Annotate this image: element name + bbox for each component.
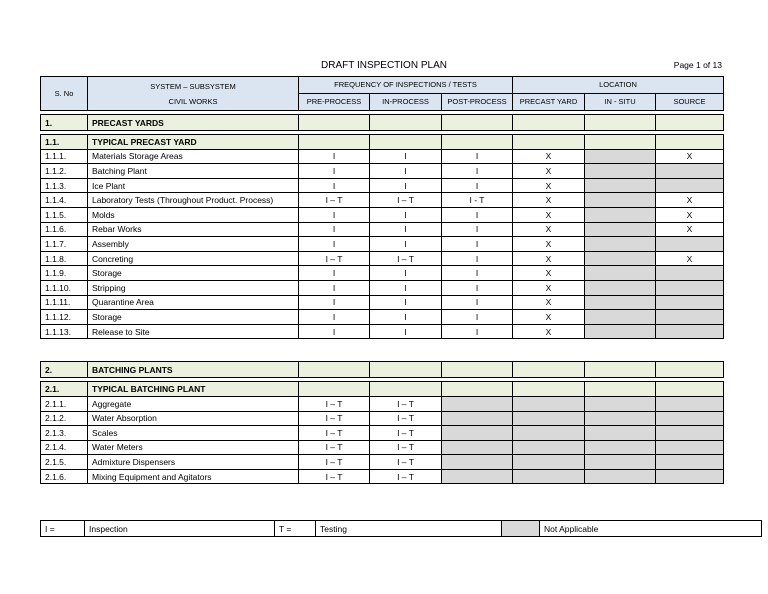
location-header: LOCATION xyxy=(513,77,724,94)
table-row xyxy=(41,396,724,411)
subsection-row-title: TYPICAL PRECAST YARD xyxy=(88,135,299,150)
cell-insitu xyxy=(585,222,656,237)
cell-pre: I – T xyxy=(299,193,370,208)
civil-works-label: CIVIL WORKS xyxy=(168,96,218,106)
table-row xyxy=(41,251,724,266)
table-row xyxy=(41,455,724,470)
cell-yard xyxy=(513,455,585,470)
cell-source xyxy=(656,324,724,339)
section-row-cell xyxy=(513,115,585,131)
cell-yard: X xyxy=(513,237,585,252)
cell-yard: X xyxy=(513,280,585,295)
system-header-label: SYSTEM – SUBSYSTEM xyxy=(150,81,236,91)
cell-source: X xyxy=(656,207,724,222)
table-row xyxy=(41,222,724,237)
cell-source: X xyxy=(656,149,724,164)
row-number: 1.1.9. xyxy=(41,266,88,281)
subsection-row-cell xyxy=(656,382,724,397)
cell-post xyxy=(442,469,513,484)
cell-yard xyxy=(513,440,585,455)
row-number: 2.1.2. xyxy=(41,411,88,426)
row-name: Batching Plant xyxy=(88,164,299,179)
section-row-cell xyxy=(513,362,585,378)
table-row xyxy=(41,426,724,441)
cell-post: I - T xyxy=(442,193,513,208)
legend xyxy=(40,520,762,537)
frequency-header: FREQUENCY OF INSPECTIONS / TESTS xyxy=(299,77,513,94)
row-name: Stripping xyxy=(88,280,299,295)
subsection-row-cell xyxy=(442,135,513,150)
cell-post: I xyxy=(442,178,513,193)
subsection-row xyxy=(41,135,724,150)
cell-in: I – T xyxy=(370,469,442,484)
cell-insitu xyxy=(585,251,656,266)
document-title: DRAFT INSPECTION PLAN xyxy=(321,60,447,71)
row-name: Quarantine Area xyxy=(88,295,299,310)
cell-in: I – T xyxy=(370,193,442,208)
cell-source: X xyxy=(656,193,724,208)
row-number: 2.1.4. xyxy=(41,440,88,455)
cell-post: I xyxy=(442,222,513,237)
subsection-row-cell xyxy=(656,135,724,150)
cell-in: I xyxy=(370,237,442,252)
cell-in: I – T xyxy=(370,440,442,455)
cell-pre: I – T xyxy=(299,440,370,455)
sno-header: S. No xyxy=(41,77,88,111)
row-number: 1.1.3. xyxy=(41,178,88,193)
table-row xyxy=(41,280,724,295)
legend-t-key: T = xyxy=(275,521,316,537)
cell-in: I – T xyxy=(370,426,442,441)
cell-post xyxy=(442,440,513,455)
cell-yard xyxy=(513,469,585,484)
row-number: 2.1.3. xyxy=(41,426,88,441)
subsection-row-cell xyxy=(585,382,656,397)
row-number: 2.1.6. xyxy=(41,469,88,484)
cell-pre: I xyxy=(299,237,370,252)
subsection-row-cell xyxy=(299,135,370,150)
cell-insitu xyxy=(585,469,656,484)
section-row-number: 1. xyxy=(41,115,88,131)
row-number: 1.1.11. xyxy=(41,295,88,310)
table-row xyxy=(41,178,724,193)
cell-pre: I xyxy=(299,280,370,295)
row-name: Admixture Dispensers xyxy=(88,455,299,470)
row-name: Scales xyxy=(88,426,299,441)
cell-in: I xyxy=(370,164,442,179)
page-indicator: Page 1 of 13 xyxy=(673,60,722,70)
cell-source xyxy=(656,266,724,281)
cell-post: I xyxy=(442,280,513,295)
section-row-title: PRECAST YARDS xyxy=(88,115,299,131)
section-row-number: 2. xyxy=(41,362,88,378)
cell-source xyxy=(656,411,724,426)
pre-process-header: PRE-PROCESS xyxy=(299,94,370,111)
cell-in: I xyxy=(370,266,442,281)
cell-source xyxy=(656,426,724,441)
cell-pre: I xyxy=(299,207,370,222)
cell-post: I xyxy=(442,266,513,281)
cell-in: I – T xyxy=(370,251,442,266)
cell-source xyxy=(656,295,724,310)
cell-in: I – T xyxy=(370,411,442,426)
table-row xyxy=(41,469,724,484)
section-row-cell xyxy=(299,115,370,131)
section-row-title: BATCHING PLANTS xyxy=(88,362,299,378)
cell-pre: I xyxy=(299,222,370,237)
cell-post: I xyxy=(442,164,513,179)
table-row xyxy=(41,164,724,179)
section-row xyxy=(41,362,724,378)
cell-insitu xyxy=(585,193,656,208)
cell-in: I xyxy=(370,178,442,193)
row-number: 2.1.1. xyxy=(41,396,88,411)
cell-pre: I – T xyxy=(299,426,370,441)
cell-yard: X xyxy=(513,207,585,222)
inspection-plan-table xyxy=(40,76,724,484)
row-number: 2.1.5. xyxy=(41,455,88,470)
cell-insitu xyxy=(585,207,656,222)
table-row xyxy=(41,310,724,325)
cell-yard xyxy=(513,426,585,441)
row-number: 1.1.6. xyxy=(41,222,88,237)
cell-yard xyxy=(513,396,585,411)
cell-pre: I xyxy=(299,324,370,339)
cell-yard: X xyxy=(513,149,585,164)
cell-source xyxy=(656,237,724,252)
section-row-cell xyxy=(442,362,513,378)
cell-pre: I xyxy=(299,295,370,310)
legend-i-value: Inspection xyxy=(85,521,275,537)
precast-yard-header: PRECAST YARD xyxy=(513,94,585,111)
subsection-row-cell xyxy=(513,382,585,397)
section-row-cell xyxy=(656,115,724,131)
row-name: Assembly xyxy=(88,237,299,252)
row-name: Materials Storage Areas xyxy=(88,149,299,164)
row-name: Storage xyxy=(88,310,299,325)
cell-in: I xyxy=(370,295,442,310)
table-row xyxy=(41,266,724,281)
legend-t-value: Testing xyxy=(316,521,502,537)
cell-yard: X xyxy=(513,164,585,179)
row-number: 1.1.7. xyxy=(41,237,88,252)
cell-yard: X xyxy=(513,324,585,339)
section-row-cell xyxy=(585,115,656,131)
cell-in: I xyxy=(370,280,442,295)
cell-source xyxy=(656,280,724,295)
in-process-header: IN-PROCESS xyxy=(370,94,442,111)
subsection-row-cell xyxy=(513,135,585,150)
cell-pre: I xyxy=(299,266,370,281)
subsection-row-title: TYPICAL BATCHING PLANT xyxy=(88,382,299,397)
cell-post: I xyxy=(442,324,513,339)
cell-insitu xyxy=(585,455,656,470)
cell-insitu xyxy=(585,164,656,179)
cell-yard xyxy=(513,411,585,426)
cell-insitu xyxy=(585,426,656,441)
cell-post: I xyxy=(442,310,513,325)
cell-in: I xyxy=(370,207,442,222)
table-row xyxy=(41,207,724,222)
cell-insitu xyxy=(585,440,656,455)
cell-in: I xyxy=(370,149,442,164)
cell-yard: X xyxy=(513,251,585,266)
cell-pre: I xyxy=(299,310,370,325)
row-name: Water Absorption xyxy=(88,411,299,426)
system-header xyxy=(88,77,299,111)
subsection-row-number: 1.1. xyxy=(41,135,88,150)
cell-yard: X xyxy=(513,178,585,193)
row-number: 1.1.12. xyxy=(41,310,88,325)
table-row xyxy=(41,324,724,339)
source-header: SOURCE xyxy=(656,94,724,111)
cell-post: I xyxy=(442,237,513,252)
table-row xyxy=(41,440,724,455)
cell-yard: X xyxy=(513,295,585,310)
cell-pre: I – T xyxy=(299,455,370,470)
cell-yard: X xyxy=(513,193,585,208)
row-number: 1.1.5. xyxy=(41,207,88,222)
table-row xyxy=(41,193,724,208)
row-number: 1.1.1. xyxy=(41,149,88,164)
cell-source xyxy=(656,455,724,470)
cell-in: I xyxy=(370,310,442,325)
section-row xyxy=(41,115,724,131)
cell-source: X xyxy=(656,222,724,237)
cell-source xyxy=(656,178,724,193)
row-number: 1.1.10. xyxy=(41,280,88,295)
cell-post: I xyxy=(442,149,513,164)
cell-post xyxy=(442,411,513,426)
section-row-cell xyxy=(370,362,442,378)
row-name: Rebar Works xyxy=(88,222,299,237)
legend-na-value: Not Applicable xyxy=(540,521,762,537)
section-row-cell xyxy=(585,362,656,378)
row-name: Storage xyxy=(88,266,299,281)
cell-pre: I xyxy=(299,164,370,179)
row-name: Mixing Equipment and Agitators xyxy=(88,469,299,484)
row-name: Ice Plant xyxy=(88,178,299,193)
table-row xyxy=(41,295,724,310)
cell-source xyxy=(656,396,724,411)
cell-post xyxy=(442,396,513,411)
cell-source xyxy=(656,440,724,455)
subsection-row-cell xyxy=(299,382,370,397)
cell-source: X xyxy=(656,251,724,266)
subsection-row-cell xyxy=(442,382,513,397)
cell-in: I – T xyxy=(370,396,442,411)
legend-na-swatch xyxy=(502,521,540,537)
cell-insitu xyxy=(585,280,656,295)
cell-insitu xyxy=(585,411,656,426)
cell-insitu xyxy=(585,295,656,310)
cell-insitu xyxy=(585,310,656,325)
row-number: 1.1.4. xyxy=(41,193,88,208)
cell-pre: I xyxy=(299,178,370,193)
row-name: Water Meters xyxy=(88,440,299,455)
cell-post: I xyxy=(442,207,513,222)
cell-source xyxy=(656,469,724,484)
row-name: Concreting xyxy=(88,251,299,266)
cell-post: I xyxy=(442,295,513,310)
cell-source xyxy=(656,164,724,179)
cell-pre: I – T xyxy=(299,411,370,426)
in-situ-header: IN - SITU xyxy=(585,94,656,111)
subsection-row xyxy=(41,382,724,397)
section-row-cell xyxy=(370,115,442,131)
row-number: 1.1.13. xyxy=(41,324,88,339)
row-name: Laboratory Tests (Throughout Product. Process) xyxy=(88,193,299,208)
subsection-row-cell xyxy=(370,382,442,397)
cell-yard: X xyxy=(513,310,585,325)
cell-post xyxy=(442,455,513,470)
section-row-cell xyxy=(656,362,724,378)
cell-insitu xyxy=(585,237,656,252)
subsection-row-number: 2.1. xyxy=(41,382,88,397)
cell-insitu xyxy=(585,396,656,411)
section-row-cell xyxy=(299,362,370,378)
cell-pre: I – T xyxy=(299,396,370,411)
cell-yard: X xyxy=(513,266,585,281)
section-row-cell xyxy=(442,115,513,131)
cell-post: I xyxy=(442,251,513,266)
subsection-row-cell xyxy=(585,135,656,150)
cell-pre: I – T xyxy=(299,251,370,266)
cell-in: I – T xyxy=(370,455,442,470)
table-row xyxy=(41,411,724,426)
spacer xyxy=(41,339,724,362)
cell-yard: X xyxy=(513,222,585,237)
cell-in: I xyxy=(370,222,442,237)
cell-in: I xyxy=(370,324,442,339)
subsection-row-cell xyxy=(370,135,442,150)
row-number: 1.1.8. xyxy=(41,251,88,266)
legend-i-key: I = xyxy=(41,521,85,537)
table-row xyxy=(41,149,724,164)
row-name: Molds xyxy=(88,207,299,222)
row-name: Aggregate xyxy=(88,396,299,411)
post-process-header: POST-PROCESS xyxy=(442,94,513,111)
cell-insitu xyxy=(585,266,656,281)
cell-insitu xyxy=(585,149,656,164)
row-name: Release to Site xyxy=(88,324,299,339)
cell-pre: I xyxy=(299,149,370,164)
table-row xyxy=(41,237,724,252)
cell-insitu xyxy=(585,178,656,193)
row-number: 1.1.2. xyxy=(41,164,88,179)
cell-insitu xyxy=(585,324,656,339)
cell-post xyxy=(442,426,513,441)
cell-source xyxy=(656,310,724,325)
cell-pre: I – T xyxy=(299,469,370,484)
